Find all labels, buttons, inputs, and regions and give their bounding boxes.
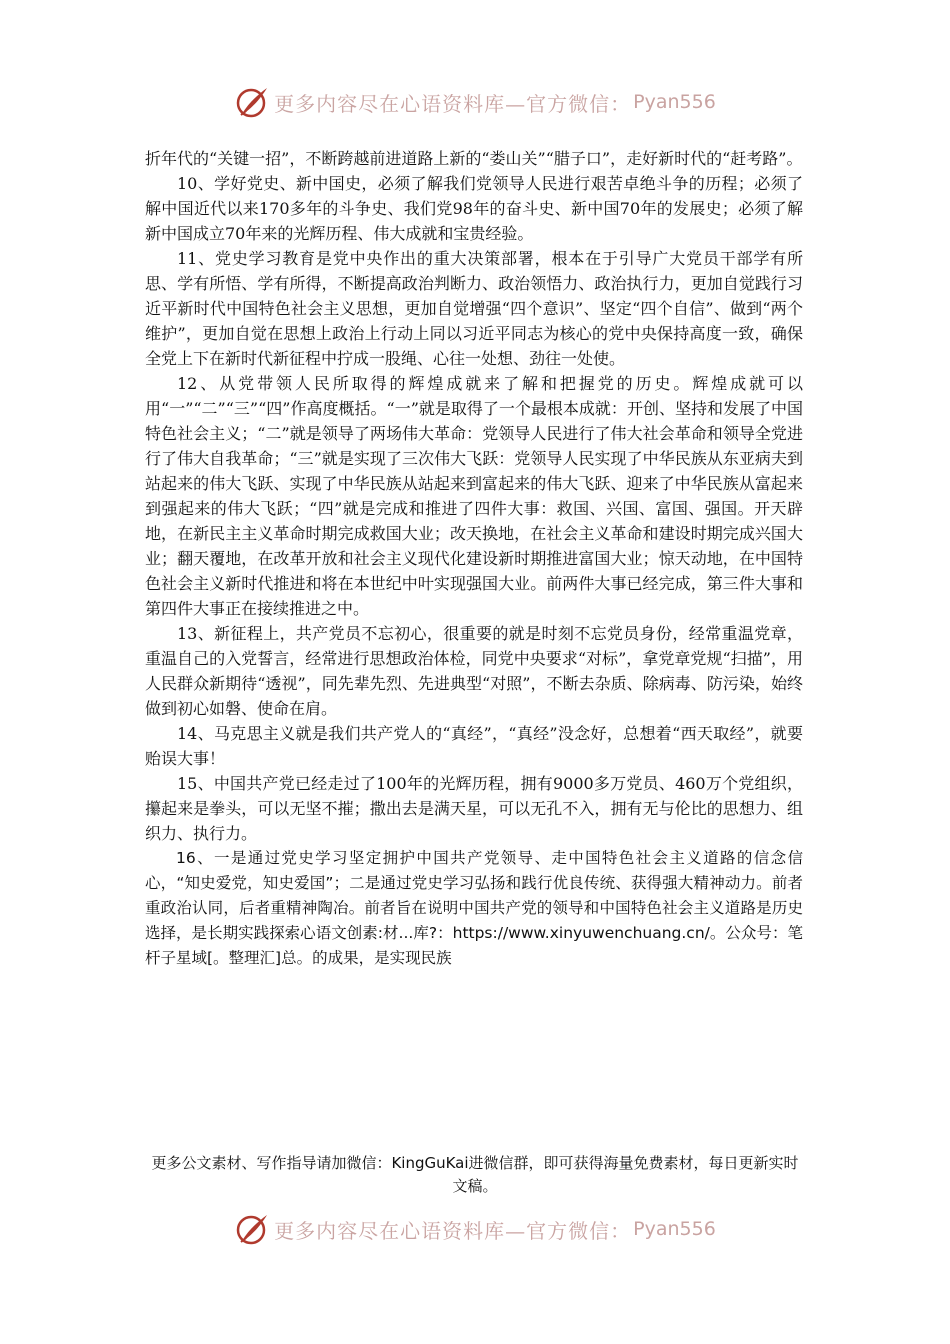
- paragraph-11: 11、党史学习教育是党中央作出的重大决策部署，根本在于引导广大党员干部学有所思、学有所悟、学有所得，不断提高政治判断力、政治领悟力、政治执行力，更加自觉践行习近平新时代中国特色社会主义思想，更加自觉增强“四个意识”、坚定“四个自信”、做到“两个维护”，更加自觉在思想上政治上行动上同以习近平同志为核心的党中央保持高度一致，确保全党上下在新时代新征程中拧成一股绳、心往一处想、劲往一处使。: [145, 249, 803, 368]
- paragraph-continuation: 折年代的“关键一招”，不断跨越前进道路上新的“娄山关”“腊子口”，走好新时代的“赶考路”。: [145, 149, 803, 168]
- document-body: [145, 146, 803, 971]
- banner-text: 更多内容尽在心语资料库—官方微信：: [274, 1218, 632, 1243]
- paragraph-10: 10、学好党史、新中国史，必须了解我们党领导人民进行艰苦卓绝斗争的历程；必须了解中国近代以来170多年的斗争史、我们党98年的奋斗史、新中国70年的发展史；必须了解新中国成立70年来的光辉历程、伟大成就和宝贵经验。: [145, 174, 803, 243]
- header-banner: [0, 82, 950, 122]
- banner-wechat-id: Pyan556: [633, 1218, 716, 1240]
- paragraph-12: 12、从党带领人民所取得的辉煌成就来了解和把握党的历史。辉煌成就可以用“一”“二”“三”“四”作高度概括。“一”就是取得了一个最根本成就：开创、坚持和发展了中国特色社会主义；“二”就是领导了两场伟大革命：党领导人民进行了伟大社会革命和领导全党进行了伟大自我革命；“三”就是实现了三次伟大飞跃：党领导人民实现了中华民族从东亚病夫到站起来的伟大飞跃、实现了中华民族从站起来到富起来的伟大飞跃、迎来了中华民族从富起来到强起来的伟大飞跃；“四”就是完成和推进了四件大事：救国、兴国、富国、强国。开天辟地，在新民主主义革命时期完成救国大业；改天换地，在社会主义革命和建设时期完成兴国大业；翻天覆地，在改革开放和社会主义现代化建设新时期推进富国大业；惊天动地，在中国特色社会主义新时代推进和将在本世纪中叶实现强国大业。前两件大事已经完成，第三件大事和第四件大事正在接续推进之中。: [145, 374, 803, 618]
- footer-banner: [0, 1209, 950, 1249]
- paragraph-16: 16、一是通过党史学习坚定拥护中国共产党领导、走中国特色社会主义道路的信念信心，“知史爱党，知史爱国”；二是通过党史学习弘扬和践行优良传统、获得强大精神动力。前者重政治认同，后者重精神陶冶。前者旨在说明中国共产党的领导和中国特色社会主义道路是历史选择，是长期实践探索心语文创素:材...库?：https://www.xinyuwenchuang.cn/。公众号：笔杆子星域[。整理汇]总。的成果，是实现民族: [145, 849, 803, 967]
- quill-logo-icon: [234, 84, 270, 120]
- paragraph-14: 14、马克思主义就是我们共产党人的“真经”，“真经”没念好，总想着“西天取经”，就要贻误大事！: [145, 724, 803, 768]
- banner-wechat-id: Pyan556: [633, 91, 716, 113]
- banner-text: 更多内容尽在心语资料库—官方微信：: [274, 91, 632, 116]
- paragraph-13: 13、新征程上，共产党员不忘初心，很重要的就是时刻不忘党员身份，经常重温党章，重温自己的入党誓言，经常进行思想政治体检，同党中央要求“对标”，拿党章党规“扫描”，用人民群众新期待“透视”，同先辈先烈、先进典型“对照”，不断去杂质、除病毒、防污染，始终做到初心如磐、使命在肩。: [145, 624, 803, 718]
- paragraph-15: 15、中国共产党已经走过了100年的光辉历程，拥有9000多万党员、460万个党组织，攥起来是拳头，可以无坚不摧；撒出去是满天星，可以无孔不入，拥有无与伦比的思想力、组织力、执行力。: [145, 774, 803, 843]
- quill-logo-icon: [234, 1211, 270, 1247]
- footer-note: 更多公文素材、写作指导请加微信：KingGuKai进微信群，即可获得海量免费素材，每日更新实时文稿。: [151, 1154, 799, 1195]
